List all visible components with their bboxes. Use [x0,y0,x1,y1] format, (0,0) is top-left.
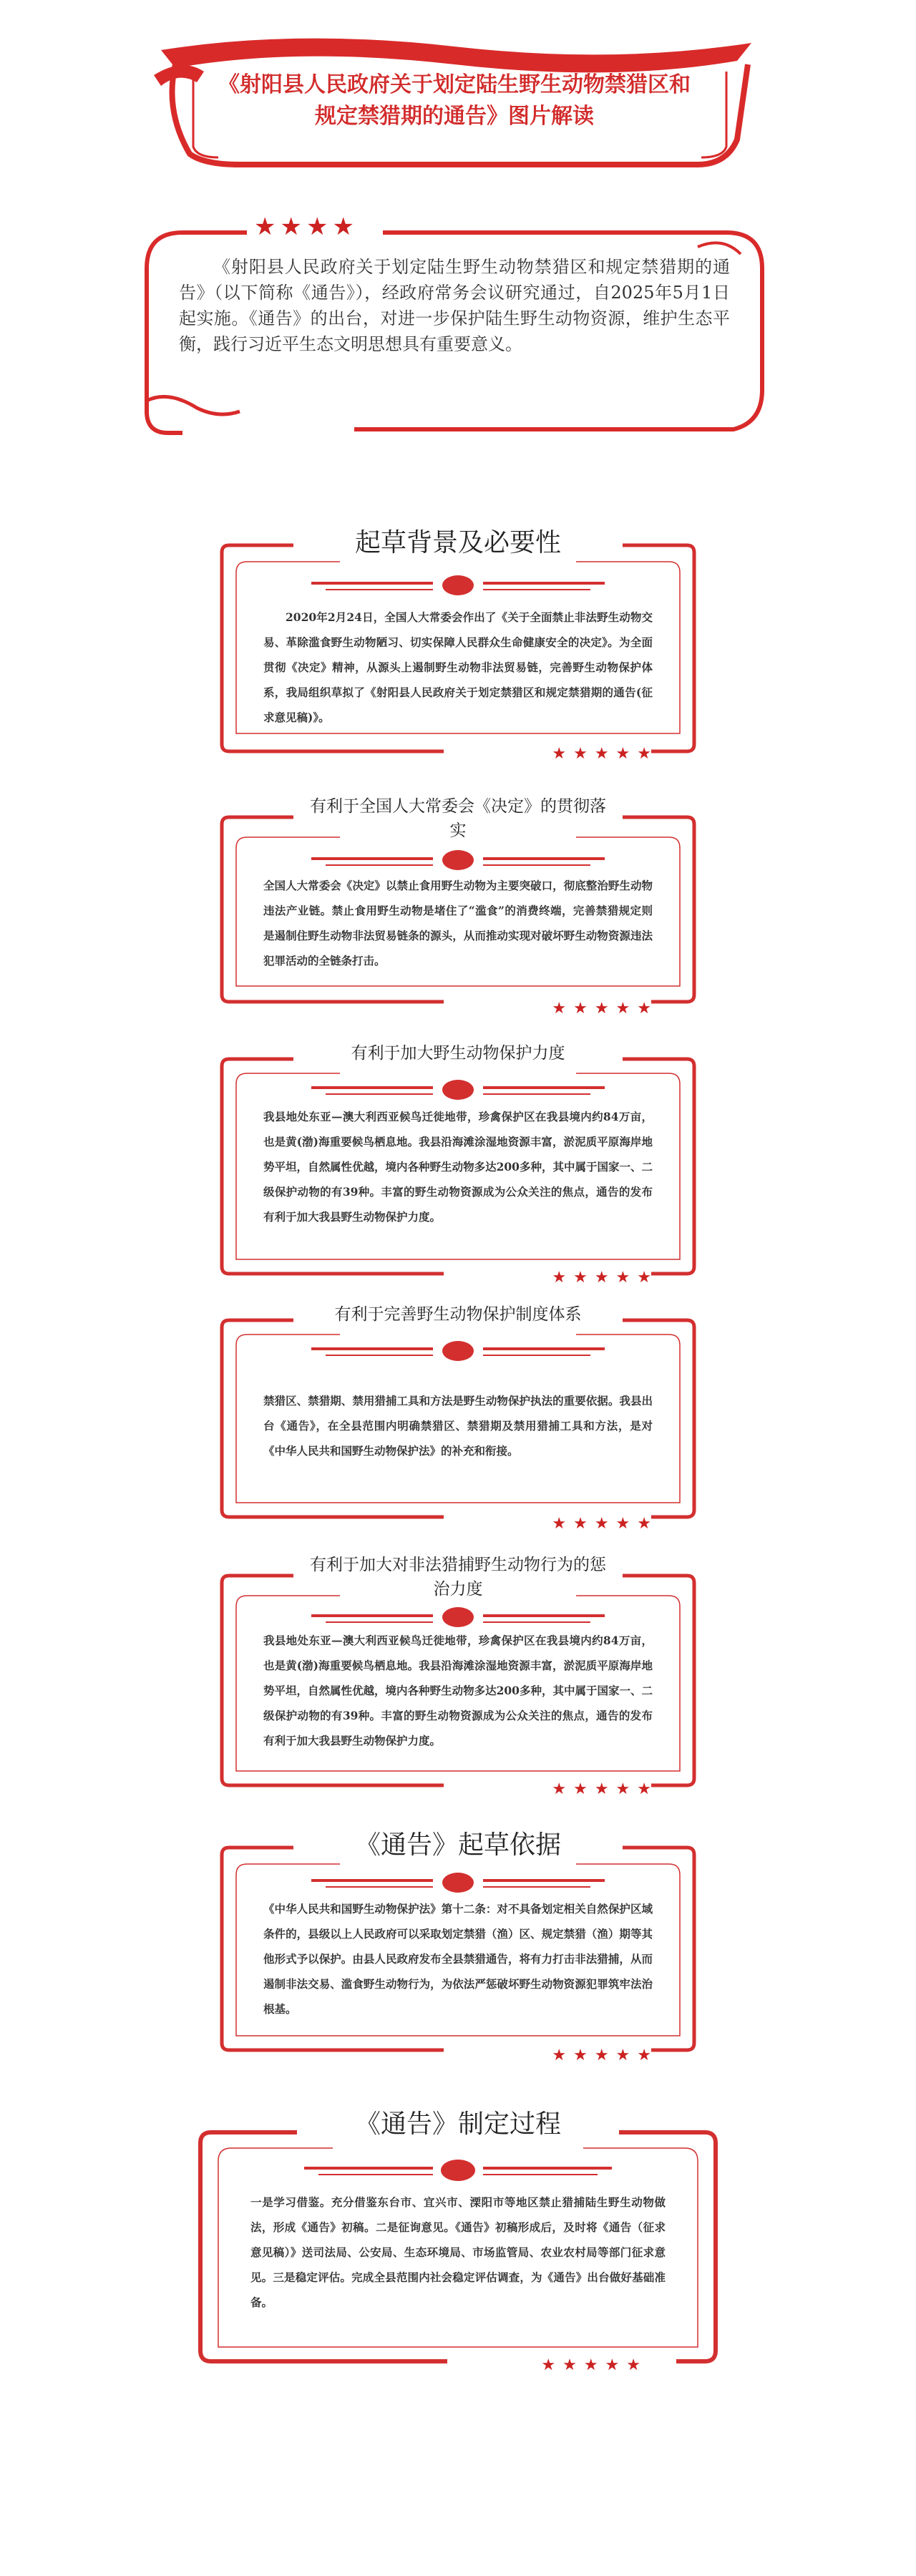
section-implement-decision [208,794,708,1016]
step-consult-text: 《通告》初稿形成后，及时将《通告（征求意见稿）》送司法局、公安局、生态环境局、市场监管局、农业农村局等部门征求意见。 [250,2220,666,2284]
step-learn-text: 充分借鉴东台市、宜兴市、溧阳市等地区禁止猎捕陆生野生动物做法，形成《通告》初稿。 [250,2195,666,2234]
section-text: 2020年2月24日，全国人大常委会作出了《关于全面禁止非法野生动物交易、革除滥食野生动物陋习、切实保障人民群众生命健康安全的决定》。为全面贯彻《决定》精神，从源头上遏制野生动物非法贸易链，完善野生动物保护体系，我局组织草拟了《射阳县人民政府关于划定禁猎区和规定禁猎期的通告(征求意见稿)》。 [263,610,653,724]
section-title: 《通告》起草依据 [354,1830,561,1860]
section-title: 有利于加大对非法猎捕野生动物行为的惩治力度 [310,1556,606,1599]
step-learn-label: 一是学习借鉴。 [250,2195,331,2209]
section-text: 全国人大常委会《决定》以禁止食用野生动物为主要突破口，彻底整治野生动物违法产业链。禁止食用野生动物是堵住了“滥食”的消费终端，完善禁猎规定则是遏制住野生动物非法贸易链条的源头，从而推动实现对破坏野生动物资源违法犯罪活动的全链条打击。 [263,879,653,967]
section-title: 有利于加大野生动物保护力度 [351,1044,565,1063]
section-process [190,2104,726,2376]
section-text: 我县地处东亚—澳大利西亚候鸟迁徙地带，珍禽保护区在我县境内约84万亩，也是黄(渤)海重要候鸟栖息地。我县沿海滩涂湿地资源丰富，淤泥质平原海岸地势平坦，自然属性优越，境内各种野生动物多达200多种，其中属于国家一、二级保护动物的有39种。丰富的野生动物资源成为公众关注的焦点，通告的发布有利于加大我县野生动物保护力度。 [263,1634,653,1747]
section-stars: ★★★★★ [541,2356,648,2374]
intro-stars: ★★★★ [254,213,359,241]
step-assess-label: 三是稳定评估。 [273,2270,352,2284]
section-drafting-basis [208,1825,708,2064]
section-legal-system [208,1302,708,1531]
step-consult-label: 二是征询意见。 [375,2220,456,2234]
section-stars: ★★★★★ [552,745,658,763]
section-punishment [208,1553,708,1800]
title-banner [154,32,755,172]
section-protection-strength [208,1041,708,1288]
section-background [208,522,708,766]
intro-card [140,204,769,440]
page-title: 《射阳县人民政府关于划定陆生野生动物禁猎区和规定禁猎期的通告》图片解读 [218,72,691,129]
section-stars: ★★★★★ [552,2046,658,2064]
step-assess-text: 完成全县范围内社会稳定评估调查，为《通告》出台做好基础准备。 [250,2270,666,2309]
intro-paragraph: 《射阳县人民政府关于划定陆生野生动物禁猎区和规定禁猎期的通告》（以下简称《通告》），经政府常务会议研究通过，自2025年5月1日起实施。《通告》的出台，对进一步保护陆生野生动物资源，维护生态平衡，践行习近平生态文明思想具有重要意义。 [179,257,730,354]
section-text: 禁猎区、禁猎期、禁用猎捕工具和方法是野生动物保护执法的重要依据。我县出台《通告》，在全县范围内明确禁猎区、禁猎期及禁用猎捕工具和方法，是对《中华人民共和国野生动物保护法》的补充和衔接。 [263,1394,653,1458]
section-title: 有利于全国人大常委会《决定》的贯彻落实 [310,797,606,840]
section-title: 有利于完善野生动物保护制度体系 [334,1305,582,1324]
section-stars: ★★★★★ [552,1780,658,1798]
section-stars: ★★★★★ [552,1000,658,1018]
section-text: 《中华人民共和国野生动物保护法》第十二条：对不具备划定相关自然保护区域条件的，县级以上人民政府可以采取划定禁猎（渔）区、规定禁猎（渔）期等其他形式予以保护。由县人民政府发布全县禁猎通告，将有力打击非法猎捕，从而遏制非法交易、滥食野生动物行为，为依法严惩破坏野生动物资源犯罪筑牢法治根基。 [263,1902,653,2016]
section-title: 《通告》制定过程 [354,2109,561,2139]
section-stars: ★★★★★ [552,1269,658,1287]
section-stars: ★★★★★ [552,1515,658,1533]
section-title: 起草背景及必要性 [354,528,561,557]
section-text [250,2190,666,2315]
section-text: 我县地处东亚—澳大利西亚候鸟迁徙地带，珍禽保护区在我县境内约84万亩，也是黄(渤)海重要候鸟栖息地。我县沿海滩涂湿地资源丰富，淤泥质平原海岸地势平坦，自然属性优越，境内各种野生动物多达200多种，其中属于国家一、二级保护动物的有39种。丰富的野生动物资源成为公众关注的焦点，通告的发布有利于加大我县野生动物保护力度。 [263,1110,653,1224]
